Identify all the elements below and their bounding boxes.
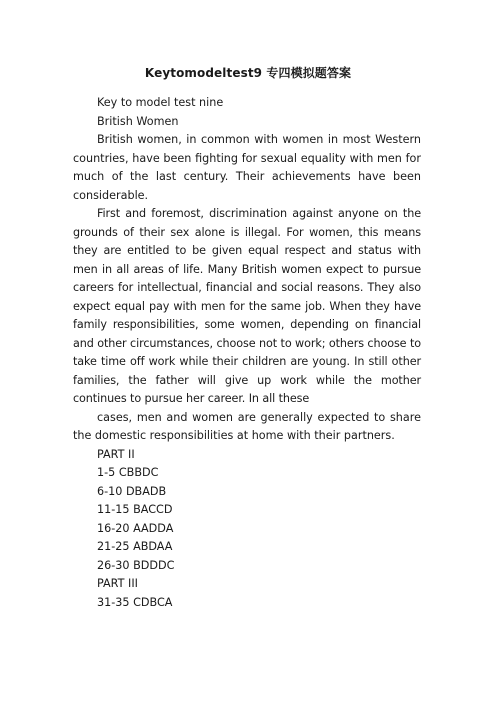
answer-line-4: 16-20 AADDA: [97, 521, 174, 535]
paragraph-2: First and foremost, discrimination against anyone on the grounds of their sex alone is illegal. For women, this means they are entitled to be given equal respect and status with men in all areas of life. Many British women expect to pursue careers for intellectual, financial and social reasons. They also expect equal pay with men for the same job. When they have family responsibilities, some women, depending on financial and other circumstances, choose not to work; others choose to take time off work while their children are young. In still other families, the father will give up work while the mother continues to pursue her career. In all these: [73, 207, 421, 405]
heading-british-women: British Women: [97, 114, 179, 128]
answer-line-1: 1-5 CBBDC: [97, 466, 159, 479]
answer-line-5: 21-25 ABDAA: [97, 540, 173, 553]
paragraph-3: cases, men and women are generally expected to share the domestic responsibilities at home with their partners.: [73, 410, 421, 442]
answer-line-2: 6-10 DBADB: [97, 484, 167, 498]
document-body: [73, 94, 421, 612]
part-3-heading: PART III: [97, 577, 138, 590]
answer-line-6: 26-30 BDDDC: [97, 558, 175, 572]
document-title: Keytomodeltest9 专四模拟题答案: [144, 66, 352, 80]
paragraph-1: British women, in common with women in most Western countries, have been fighting for sexual equality with men for much of the last century. Their achievements have been considerable.: [73, 133, 421, 202]
part-2-heading: PART II: [97, 447, 135, 461]
answer-line-7: 31-35 CDBCA: [97, 595, 173, 609]
heading-key-to-model-test: Key to model test nine: [97, 96, 224, 109]
answer-line-3: 11-15 BACCD: [97, 503, 173, 516]
